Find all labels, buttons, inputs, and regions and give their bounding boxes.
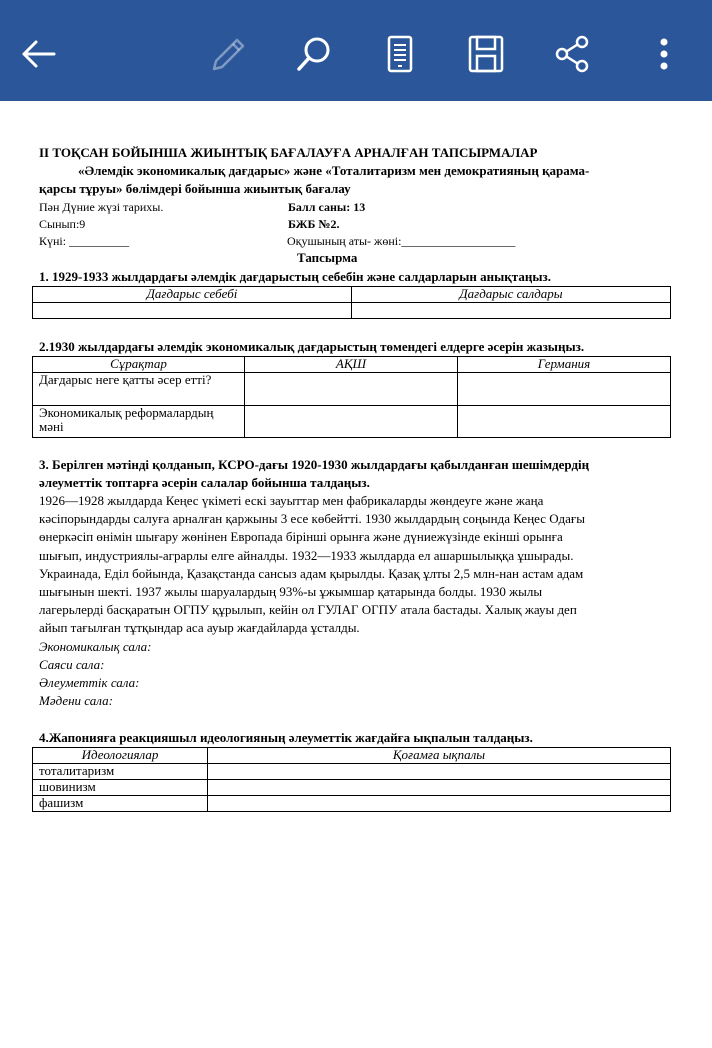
task-heading: Тапсырма xyxy=(297,250,358,265)
q2-header-questions: Сұрақтар xyxy=(33,357,245,373)
sphere-social: Әлеуметтік сала: xyxy=(39,675,140,690)
q2-header-germany: Германия xyxy=(458,357,671,373)
q4-table xyxy=(32,747,671,812)
q4-row-impact[interactable] xyxy=(208,780,671,796)
student-name-label: Оқушының аты- жөні:___________________ xyxy=(287,234,516,248)
q3-text-line: шығынын шекті. 1937 жылы шаруалардың 93%-ы ұжымшар қатарында болды. 1930 жылы xyxy=(39,584,543,600)
share-button[interactable] xyxy=(546,28,598,80)
q2-row1-usa[interactable] xyxy=(245,373,458,406)
q3-text-line: кәсіпорындарды салуға арналған қаржыны 3 есе көбейтті. 1930 жылдардың соңында Кеңес Одағы xyxy=(39,511,585,527)
q4-row-label: фашизм xyxy=(33,796,208,812)
grade-label: Сынып:9 xyxy=(39,217,86,231)
subject-label: Пән Дүние жүзі тарихы. xyxy=(39,200,164,214)
sphere-economic: Экономикалық сала: xyxy=(39,639,152,654)
question-1: 1. 1929-1933 жылдардағы әлемдік дағдарыстың себебін және салдарларын анықтаңыз. xyxy=(39,269,551,284)
q1-cell-consequence[interactable] xyxy=(352,303,671,319)
q2-row2-label-line2: мәні xyxy=(39,419,64,434)
sphere-cultural: Мәдени сала: xyxy=(39,693,113,708)
document-page xyxy=(0,101,712,1048)
q2-header-usa: АҚШ xyxy=(245,357,458,373)
q3-source-text xyxy=(39,492,679,638)
q1-header-cause: Дағдарыс себебі xyxy=(33,287,352,303)
q4-header-impact: Қоғамға ықпалы xyxy=(208,748,671,764)
doc-subtitle-line1: «Әлемдік экономикалық дағдарыс» және «Тоталитаризм мен демократияның қарама- xyxy=(78,163,590,178)
q3-text-line: Украинада, Еділ бойында, Қазақстанда сансыз адам қырылды. Қазақ ұлты 2,5 млн-нан астам адам xyxy=(39,565,584,581)
q1-header-consequence: Дағдарыс салдары xyxy=(352,287,671,303)
app-toolbar xyxy=(0,0,712,101)
q2-table xyxy=(32,356,671,438)
edit-button[interactable] xyxy=(202,28,254,80)
question-4: 4.Жапонияға реакцияшыл идеологияның әлеуметтік жағдайға ықпалын талдаңыз. xyxy=(39,730,533,745)
q3-text-line: 1926—1928 жылдарда Кеңес үкіметі ескі зауыттар мен фабрикаларды жөндеуге және жаңа xyxy=(39,493,544,508)
doc-subtitle-line2: қарсы тұруы» бөлімдері бойынша жиынтық бағалау xyxy=(39,181,351,196)
q1-table xyxy=(32,286,671,319)
save-button[interactable] xyxy=(460,28,512,80)
score-label: Балл саны: 13 xyxy=(288,200,366,214)
q2-row2-germany[interactable] xyxy=(458,406,671,438)
q3-text-line: шығып, индустриялы-аграрлы елге айналды. 1932—1933 жылдарда ел ашаршылыққа ұшырады. xyxy=(39,547,574,563)
question-2: 2.1930 жылдардағы әлемдік экономикалық дағдарыстың төмендегі елдерге әсерін жазыңыз. xyxy=(39,339,585,354)
q2-row2-usa[interactable] xyxy=(245,406,458,438)
q2-row1-label: Дағдарыс неге қатты әсер етті? xyxy=(33,373,245,406)
q3-text-line: айып тағылған тұтқындар аса ауыр жағдайларда ұсталды. xyxy=(39,620,360,636)
q2-row2-label-line1: Экономикалық реформалардың xyxy=(39,405,214,420)
share-icon xyxy=(552,34,592,74)
q4-row-label: тоталитаризм xyxy=(33,764,208,780)
q2-row2-label xyxy=(33,406,245,438)
pencil-icon xyxy=(208,34,248,74)
reading-view-icon xyxy=(380,34,420,74)
q3-text-line: өнеркәсіп өнімін шығару жөнінен Европада бірінші орынға және дүниежүзінде екінші орынға xyxy=(39,529,563,545)
sphere-political: Саяси сала: xyxy=(39,657,105,672)
q3-text-line: лагерьлерді басқаратын ОГПУ құрылып, кейін ол ГУЛАГ ОГПУ атала бастады. Халық жауы деп xyxy=(39,602,577,618)
reading-view-button[interactable] xyxy=(374,28,426,80)
arrow-left-icon xyxy=(18,34,58,74)
bzhb-label: БЖБ №2. xyxy=(288,217,340,231)
q4-row-impact[interactable] xyxy=(208,764,671,780)
save-icon xyxy=(466,34,506,74)
q3-spheres-list xyxy=(39,638,152,710)
more-vertical-icon xyxy=(638,34,678,74)
q2-row1-germany[interactable] xyxy=(458,373,671,406)
back-button[interactable] xyxy=(12,28,64,80)
cut-off-title xyxy=(0,0,712,2)
q4-row-label: шовинизм xyxy=(33,780,208,796)
question-3-line1: 3. Берілген мәтінді қолданып, КСРО-дағы 1920-1930 жылдардағы қабылданған шешімдердің xyxy=(39,457,590,472)
more-options-button[interactable] xyxy=(632,28,684,80)
question-3-line2: әлеуметтік топтарға әсерін салалар бойынша талдаңыз. xyxy=(39,475,370,490)
q4-header-ideologies: Идеологиялар xyxy=(33,748,208,764)
q4-row-impact[interactable] xyxy=(208,796,671,812)
doc-title: II ТОҚСАН БОЙЫНША ЖИЫНТЫҚ БАҒАЛАУҒА АРНАЛҒАН ТАПСЫРМАЛАР xyxy=(39,145,538,160)
q1-cell-cause[interactable] xyxy=(33,303,352,319)
search-icon xyxy=(294,34,334,74)
date-label: Күні: __________ xyxy=(39,234,130,248)
search-button[interactable] xyxy=(288,28,340,80)
